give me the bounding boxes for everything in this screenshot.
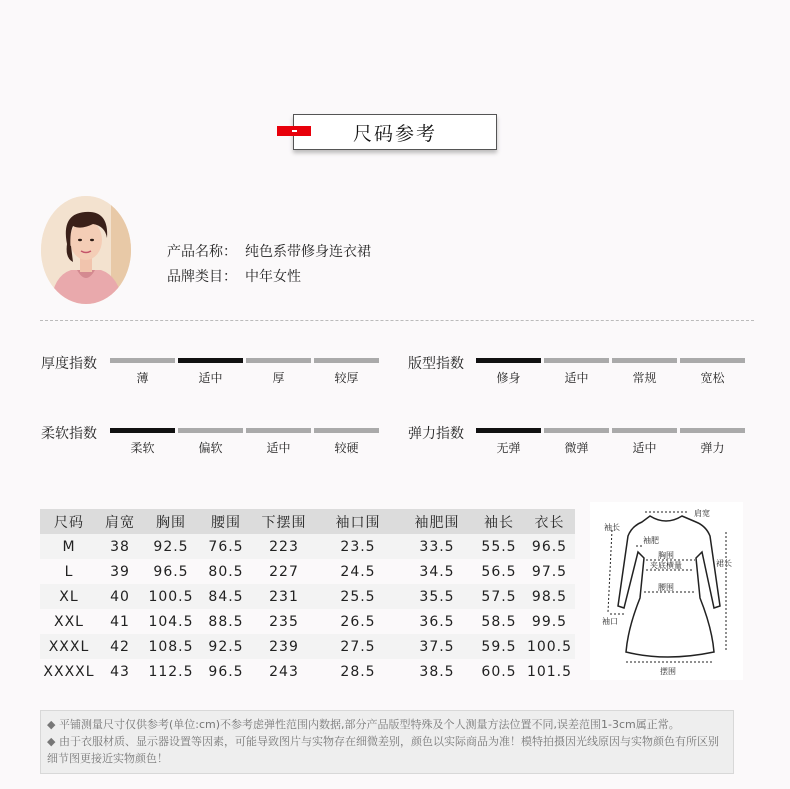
table-row bbox=[40, 634, 575, 659]
index-option-label: 宽松 bbox=[700, 371, 725, 385]
diagram-label-length: 裙长 bbox=[716, 559, 732, 568]
index-options bbox=[110, 439, 379, 456]
index-bar-segment bbox=[476, 358, 541, 363]
index-option-label: 较硬 bbox=[334, 441, 359, 455]
table-cell: 27.5 bbox=[340, 638, 376, 655]
elasticity-index bbox=[476, 428, 745, 456]
table-cell: 96.5 bbox=[531, 538, 568, 555]
index-bars bbox=[110, 428, 379, 433]
index-option-label: 适中 bbox=[198, 371, 223, 385]
table-cell: 37.5 bbox=[419, 638, 455, 655]
index-bar-segment bbox=[612, 428, 677, 433]
size-table bbox=[40, 509, 575, 684]
table-cell: 40 bbox=[110, 588, 130, 605]
index-option-label: 常规 bbox=[632, 371, 657, 385]
elasticity-index-label: 弹力指数 bbox=[408, 426, 464, 442]
table-row bbox=[40, 534, 575, 559]
table-cell: 33.5 bbox=[419, 538, 455, 555]
table-cell: 42 bbox=[110, 638, 130, 655]
diagram-label-sleeve-width: 袖肥 bbox=[643, 536, 659, 545]
table-header-cell: 下摆围 bbox=[261, 514, 307, 531]
dress-diagram-icon bbox=[590, 502, 743, 680]
table-cell: 56.5 bbox=[481, 563, 517, 580]
index-bars bbox=[476, 428, 745, 433]
table-header-cell: 腰围 bbox=[211, 514, 241, 531]
thickness-index bbox=[110, 358, 379, 386]
fit-index-label: 版型指数 bbox=[408, 356, 464, 372]
table-header-cell: 袖肥围 bbox=[414, 514, 460, 531]
index-bar-segment bbox=[246, 358, 311, 363]
softness-index bbox=[110, 428, 379, 456]
table-cell: L bbox=[64, 563, 74, 580]
diagram-label-cuff: 袖口 bbox=[602, 617, 618, 626]
table-cell: 39 bbox=[110, 563, 130, 580]
table-header-cell: 尺码 bbox=[54, 514, 84, 531]
table-cell: 55.5 bbox=[481, 538, 517, 555]
table-cell: 28.5 bbox=[340, 663, 376, 680]
index-bar-segment bbox=[314, 428, 379, 433]
table-header-row bbox=[40, 509, 575, 534]
table-cell: 99.5 bbox=[531, 613, 568, 630]
thickness-index-label: 厚度指数 bbox=[41, 356, 97, 372]
table-cell: 92.5 bbox=[208, 638, 244, 655]
index-options bbox=[110, 369, 379, 386]
index-options bbox=[476, 439, 745, 456]
table-row bbox=[40, 609, 575, 634]
diagram-label-shoulder: 肩宽 bbox=[694, 509, 710, 518]
table-cell: 76.5 bbox=[208, 538, 244, 555]
section-title-text: 尺码参考 bbox=[352, 122, 437, 145]
product-name-row bbox=[167, 241, 371, 261]
diagram-label-chest-note: 夹底横量 bbox=[650, 561, 682, 570]
size-notes bbox=[40, 710, 734, 774]
index-bar-segment bbox=[314, 358, 379, 363]
table-cell: 57.5 bbox=[481, 588, 517, 605]
measurement-diagram bbox=[590, 502, 743, 680]
table-cell: XXXL bbox=[48, 638, 90, 655]
table-cell: 98.5 bbox=[531, 588, 568, 605]
table-cell: 92.5 bbox=[153, 538, 189, 555]
table-cell: 60.5 bbox=[481, 663, 517, 680]
product-category-value: 中年女性 bbox=[245, 269, 301, 285]
fit-index bbox=[476, 358, 745, 386]
table-row bbox=[40, 659, 575, 684]
table-cell: 43 bbox=[110, 663, 130, 680]
index-bar-segment bbox=[178, 358, 243, 363]
index-option-label: 微弹 bbox=[564, 441, 589, 455]
table-row bbox=[40, 559, 575, 584]
title-accent-tab bbox=[277, 126, 311, 136]
table-cell: 88.5 bbox=[208, 613, 244, 630]
table-cell: 112.5 bbox=[148, 663, 194, 680]
table-header-cell: 衣长 bbox=[534, 514, 565, 531]
note-1: ◆ 平铺测量尺寸仅供参考(单位:cm)不参考虑弹性范围内数据,部分产品版型特殊及个人测量方法位置不同,误差范围1-3cm属正常。 bbox=[47, 718, 680, 731]
index-bar-segment bbox=[110, 358, 175, 363]
table-cell: 96.5 bbox=[208, 663, 244, 680]
index-option-label: 薄 bbox=[136, 371, 149, 385]
index-bar-segment bbox=[544, 428, 609, 433]
index-bar-segment bbox=[544, 358, 609, 363]
index-option-label: 弹力 bbox=[700, 441, 725, 455]
softness-index-label: 柔软指数 bbox=[41, 426, 97, 442]
table-cell: 59.5 bbox=[481, 638, 517, 655]
table-cell: 34.5 bbox=[419, 563, 455, 580]
index-option-label: 无弹 bbox=[496, 441, 521, 455]
table-cell: 38 bbox=[110, 538, 130, 555]
table-cell: 36.5 bbox=[419, 613, 455, 630]
table-cell: XXXXL bbox=[43, 663, 95, 680]
index-bar-segment bbox=[178, 428, 243, 433]
model-avatar bbox=[41, 196, 131, 304]
diagram-label-sleeve-length: 袖长 bbox=[604, 523, 620, 532]
index-bar-segment bbox=[680, 358, 745, 363]
product-name-value: 纯色系带修身连衣裙 bbox=[245, 244, 371, 260]
diagram-label-waist: 腰围 bbox=[658, 583, 674, 592]
table-header-cell: 袖口围 bbox=[335, 514, 381, 531]
table-cell: 108.5 bbox=[148, 638, 194, 655]
table-cell: 97.5 bbox=[531, 563, 568, 580]
table-header-cell: 胸围 bbox=[156, 514, 186, 531]
index-options bbox=[476, 369, 745, 386]
table-cell: 80.5 bbox=[208, 563, 244, 580]
index-option-label: 柔软 bbox=[130, 441, 155, 455]
table-cell: 231 bbox=[269, 588, 299, 605]
table-cell: 24.5 bbox=[340, 563, 376, 580]
table-cell: 100.5 bbox=[148, 588, 194, 605]
table-cell: 227 bbox=[269, 563, 299, 580]
diagram-label-hem: 摆围 bbox=[660, 667, 676, 676]
table-cell: XXL bbox=[54, 613, 84, 630]
index-option-label: 适中 bbox=[564, 371, 589, 385]
table-cell: 100.5 bbox=[526, 638, 573, 655]
table-cell: 223 bbox=[269, 538, 299, 555]
product-name-label: 产品名称： bbox=[167, 244, 237, 260]
table-cell: 243 bbox=[269, 663, 299, 680]
table-cell: 26.5 bbox=[340, 613, 376, 630]
index-bars bbox=[110, 358, 379, 363]
table-cell: M bbox=[62, 538, 76, 555]
table-cell: 25.5 bbox=[340, 588, 376, 605]
index-option-label: 偏软 bbox=[198, 441, 223, 455]
table-cell: 23.5 bbox=[340, 538, 376, 555]
table-row bbox=[40, 584, 575, 609]
index-bars bbox=[476, 358, 745, 363]
table-cell: 38.5 bbox=[419, 663, 455, 680]
table-header-cell: 肩宽 bbox=[105, 514, 135, 531]
table-cell: 35.5 bbox=[419, 588, 455, 605]
index-bar-segment bbox=[246, 428, 311, 433]
table-cell: 235 bbox=[269, 613, 299, 630]
table-cell: 41 bbox=[110, 613, 130, 630]
index-option-label: 适中 bbox=[632, 441, 657, 455]
index-option-label: 厚 bbox=[272, 371, 285, 385]
index-bar-segment bbox=[110, 428, 175, 433]
index-option-label: 较厚 bbox=[334, 371, 359, 385]
table-cell: 104.5 bbox=[148, 613, 194, 630]
divider bbox=[40, 320, 754, 321]
table-cell: 58.5 bbox=[481, 613, 517, 630]
product-category-row bbox=[167, 266, 301, 286]
index-bar-segment bbox=[476, 428, 541, 433]
model-portrait-icon bbox=[41, 196, 131, 304]
index-bar-segment bbox=[680, 428, 745, 433]
table-cell: 84.5 bbox=[208, 588, 244, 605]
table-cell: XL bbox=[59, 588, 79, 605]
index-bar-segment bbox=[612, 358, 677, 363]
product-category-label: 品牌类目： bbox=[167, 269, 237, 285]
index-option-label: 适中 bbox=[266, 441, 291, 455]
table-body bbox=[40, 534, 575, 684]
table-cell: 96.5 bbox=[153, 563, 189, 580]
table-cell: 239 bbox=[269, 638, 299, 655]
diagram-label-chest: 胸围 bbox=[658, 551, 674, 560]
index-option-label: 修身 bbox=[496, 371, 521, 385]
table-header-cell: 袖长 bbox=[484, 514, 514, 531]
section-title bbox=[293, 114, 497, 150]
table-cell: 101.5 bbox=[526, 663, 573, 680]
note-2: ◆ 由于衣服材质、显示器设置等因素，可能导致图片与实物存在细微差别，颜色以实际商品为准！模特拍摄因光线原因与实物颜色有所区别细节图更接近实物颜色！ bbox=[47, 735, 719, 765]
